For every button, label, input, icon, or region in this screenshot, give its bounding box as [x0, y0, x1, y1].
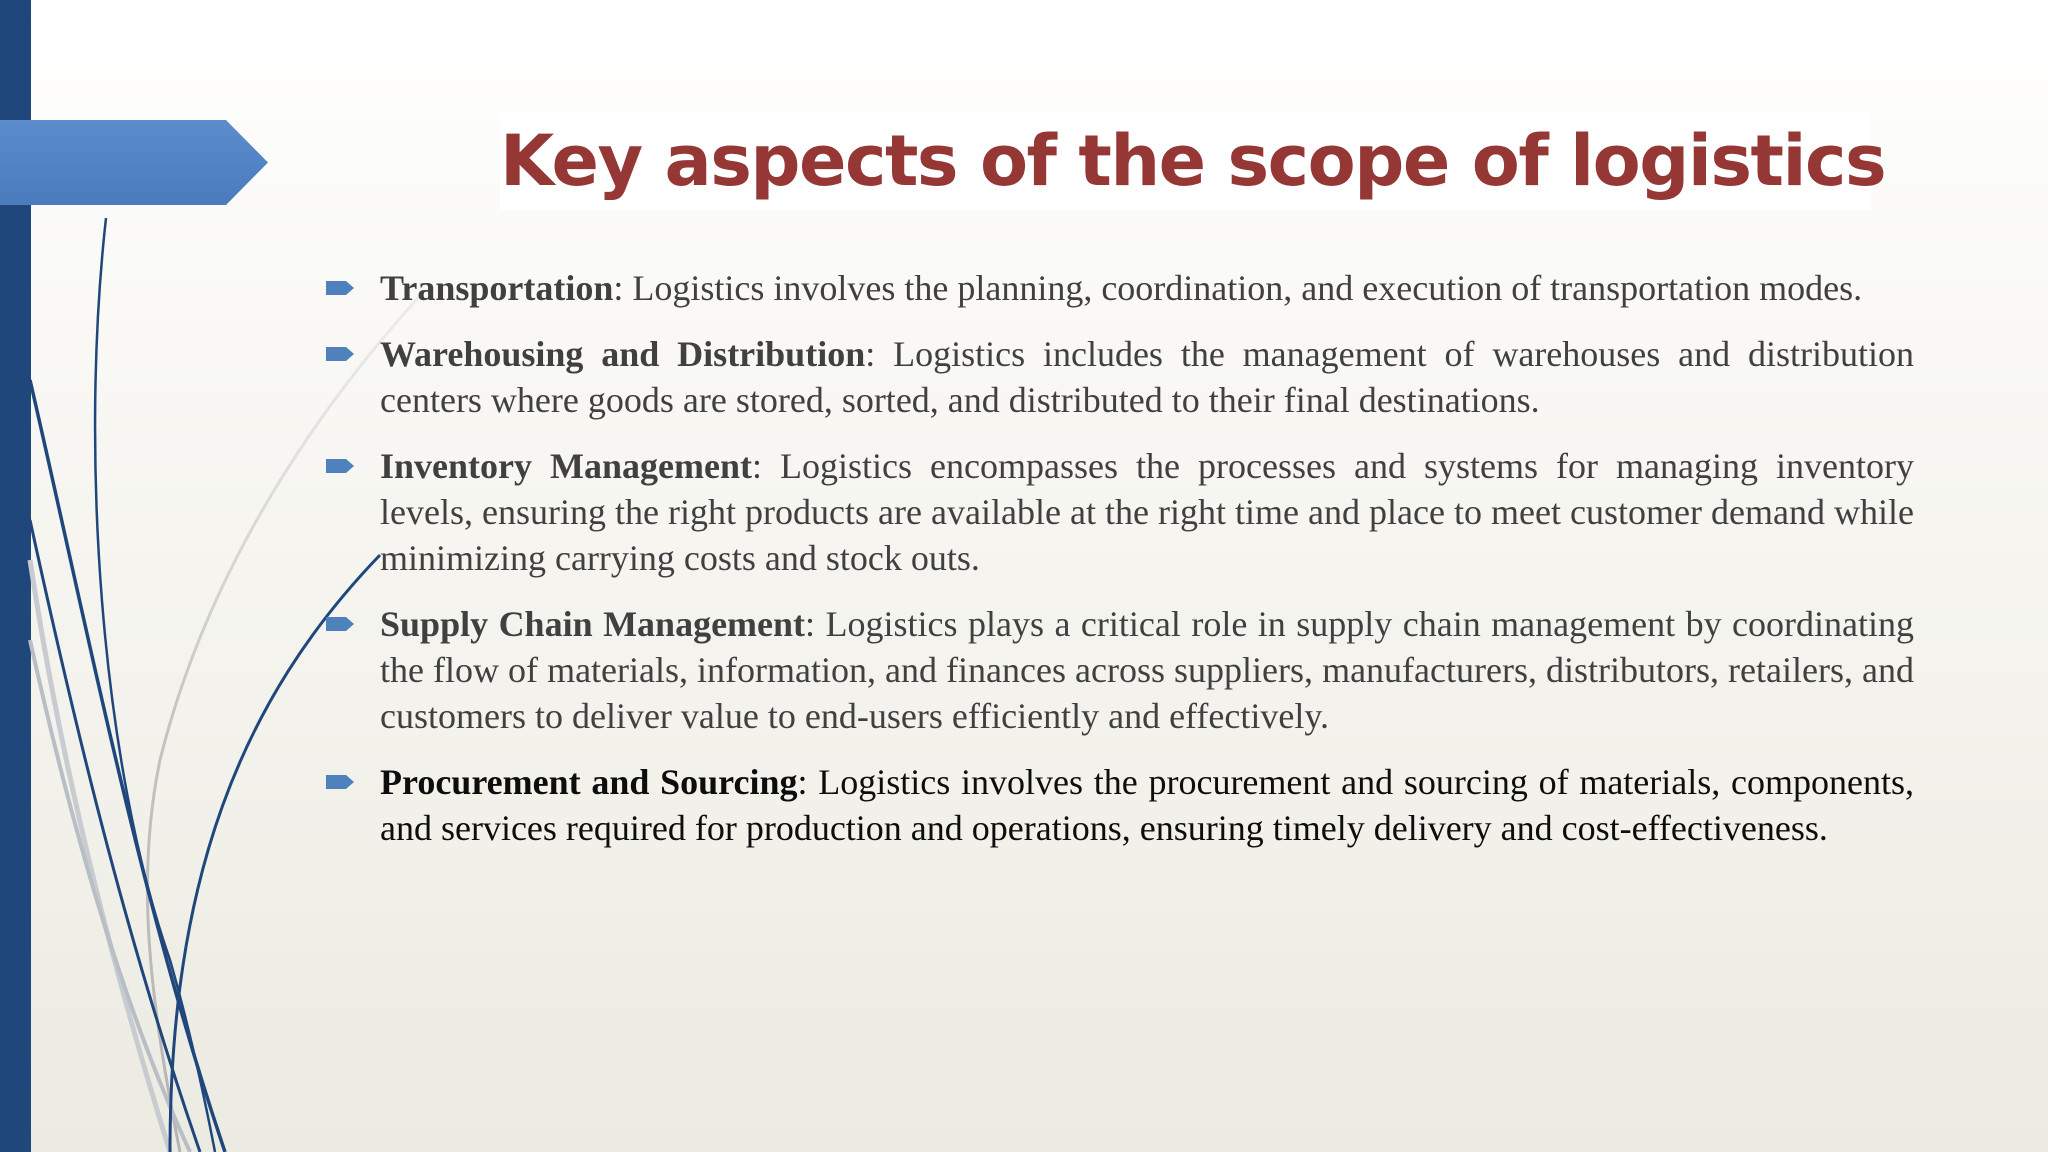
bullet-text: Logistics involves the planning, coordination, and execution of transportation modes. [623, 268, 1863, 308]
arrow-bullet-icon [326, 459, 354, 473]
bullet-item-inventory [326, 443, 1914, 581]
arrow-bullet-icon [326, 347, 354, 361]
bullet-item-warehousing [326, 331, 1914, 423]
slide-title: Key aspects of the scope of logistics [500, 120, 1886, 202]
arrow-tab-shape [0, 120, 268, 205]
arrow-bullet-icon [326, 775, 354, 789]
bullet-term: Procurement and Sourcing [380, 762, 798, 802]
bullet-text: Logistics involves the procurement and sourcing of materials, components, and services required for production and operations, ensuring timely delivery and cost-effectiveness. [380, 762, 1914, 848]
bullet-term: Transportation [380, 268, 614, 308]
bullet-term: Supply Chain Management [380, 604, 806, 644]
bullet-text: Logistics includes the management of warehouses and distribution centers where goods are stored, sorted, and distributed to their final destinations. [380, 334, 1914, 420]
bullet-item-supply-chain [326, 601, 1914, 739]
bullet-separator: : [613, 268, 624, 308]
bullet-separator: : [797, 762, 808, 802]
bullet-text: Logistics encompasses the processes and systems for managing inventory levels, ensuring the right products are available at the right time and place to meet customer demand while minimizing carrying costs and stock outs. [380, 446, 1914, 578]
bullet-item-transportation [326, 265, 1914, 311]
bullet-item-procurement [326, 759, 1914, 851]
bullet-term: Warehousing and Distribution [380, 334, 866, 374]
bullet-separator: : [751, 446, 762, 486]
arrow-bullet-icon [326, 617, 354, 631]
bullet-term: Inventory Management [380, 446, 752, 486]
bullet-list [326, 265, 1914, 871]
bullet-separator: : [865, 334, 876, 374]
arrow-bullet-icon [326, 281, 354, 295]
bullet-text: Logistics plays a critical role in supply chain management by coordinating the flow of materials, information, and finances across suppliers, manufacturers, distributors, retailers, and customers to deliver value to end-users efficiently and effectively. [380, 604, 1914, 736]
bullet-separator: : [805, 604, 816, 644]
